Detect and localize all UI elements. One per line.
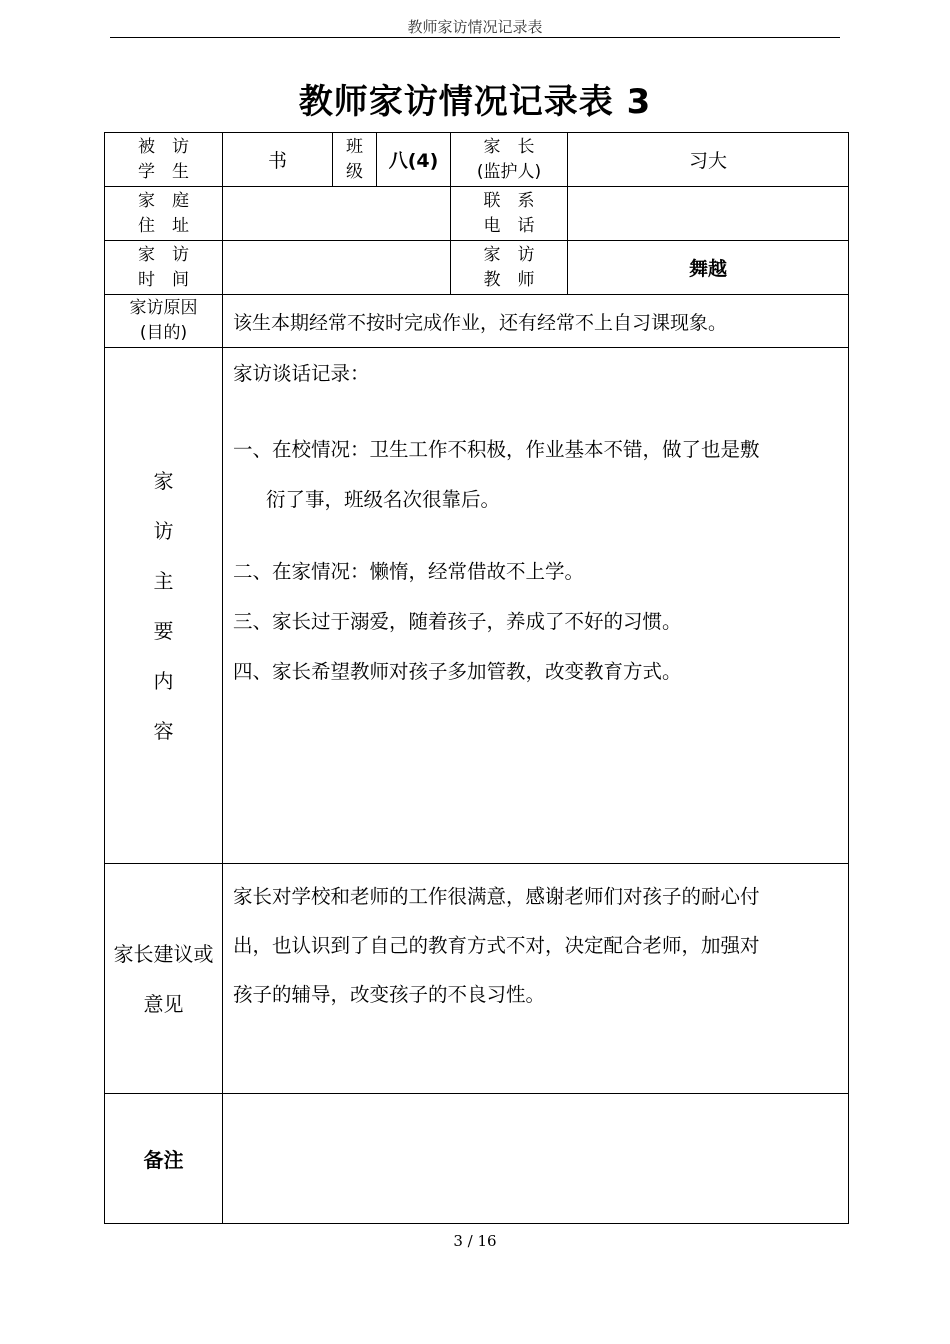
guardian-label: 家 长 (监护人) bbox=[451, 133, 568, 187]
row-suggestion bbox=[105, 864, 849, 1094]
page-number: 3 / 16 bbox=[453, 1232, 497, 1250]
address-value[interactable] bbox=[223, 187, 451, 241]
visit-teacher-label: 家 访 教 师 bbox=[451, 241, 568, 295]
student-label: 被 访 学 生 bbox=[105, 133, 223, 187]
phone-label: 联 系 电 话 bbox=[451, 187, 568, 241]
row-content bbox=[105, 348, 849, 864]
talk-item: 一、在校情况：卫生工作不积极，作业基本不错，做了也是敷 bbox=[233, 438, 760, 461]
row-remarks bbox=[105, 1094, 849, 1224]
content-value[interactable] bbox=[223, 348, 849, 864]
class-value[interactable]: 八(4) bbox=[377, 133, 451, 187]
student-value[interactable]: 书 bbox=[223, 133, 333, 187]
talk-item: 四、家长希望教师对孩子多加管教，改变教育方式。 bbox=[233, 660, 682, 683]
suggestion-line: 出，也认识到了自己的教育方式不对，决定配合老师，加强对 bbox=[233, 934, 760, 957]
visit-time-value[interactable] bbox=[223, 241, 451, 295]
visit-record-table bbox=[104, 132, 849, 1224]
class-label: 班 级 bbox=[333, 133, 377, 187]
row-visit-time bbox=[105, 241, 849, 295]
suggestion-value[interactable] bbox=[223, 864, 849, 1094]
row-address bbox=[105, 187, 849, 241]
suggestion-line: 孩子的辅导，改变孩子的不良习性。 bbox=[233, 983, 546, 1006]
row-reason bbox=[105, 295, 849, 348]
talk-item: 衍了事，班级名次很靠后。 bbox=[266, 488, 501, 511]
content-label: 家 访 主 要 内 容 bbox=[105, 348, 223, 864]
reason-value[interactable]: 该生本期经常不按时完成作业，还有经常不上自习课现象。 bbox=[223, 295, 849, 348]
visit-time-label: 家 访 时 间 bbox=[105, 241, 223, 295]
reason-label: 家访原因 (目的) bbox=[105, 295, 223, 348]
address-label: 家 庭 住 址 bbox=[105, 187, 223, 241]
suggestion-label: 家长建议或意见 bbox=[105, 864, 223, 1094]
talk-heading: 家访谈话记录： bbox=[233, 362, 370, 385]
suggestion-line: 家长对学校和老师的工作很满意，感谢老师们对孩子的耐心付 bbox=[233, 885, 760, 908]
row-student bbox=[105, 133, 849, 187]
visit-teacher-value[interactable]: 舞越 bbox=[568, 241, 849, 295]
phone-value[interactable] bbox=[568, 187, 849, 241]
document-title: 教师家访情况记录表 3 bbox=[298, 82, 652, 122]
talk-item: 三、家长过于溺爱，随着孩子，养成了不好的习惯。 bbox=[233, 610, 682, 633]
header-rule bbox=[110, 37, 840, 38]
remarks-label: 备注 bbox=[105, 1094, 223, 1224]
remarks-value[interactable] bbox=[223, 1094, 849, 1224]
page-header: 教师家访情况记录表 bbox=[407, 18, 543, 36]
guardian-value[interactable]: 习大 bbox=[568, 133, 849, 187]
talk-item: 二、在家情况：懒惰，经常借故不上学。 bbox=[233, 560, 585, 583]
